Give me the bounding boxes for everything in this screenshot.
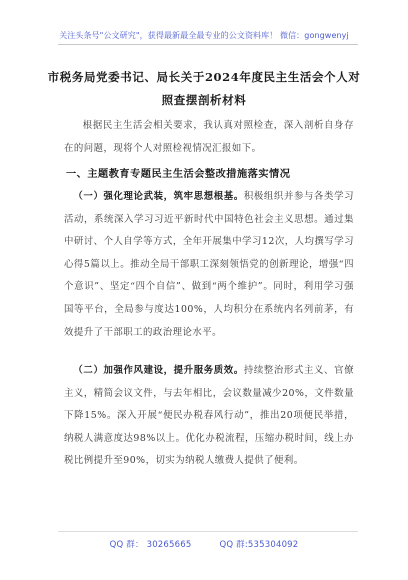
footer-divider: [58, 531, 358, 532]
header-divider: [58, 44, 358, 45]
item-1-body: 积极组织并参与各类学习活动，系统深入学习习近平新时代中国特色社会主义思想。通过集中研讨、个人自学等方式，全年开展集中学习12次，人均撰写学习心得5篇以上。推动全局干部职工深刻领悟党的创新理论，增强“四个意识”、坚定“四个自信”、做到“两个维护”。同时，利用学习强国等平台，全局参与度达100%，人均积分在系统内名列前茅，有效提升了干部职工的政治理论水平。: [64, 191, 354, 338]
item-2-body: 持续整治形式主义、官僚主义，精简会议文件，与去年相比，会议数量减少20%，文件数量下降15%。深入开展“便民办税春风行动”，推出20项便民举措，纳税人满意度达98%以上。优化办税流程，压缩办税时间，线上办税比例提升至90%，切实为纳税人缴费人提供了便利。: [64, 365, 354, 467]
document-title-line-1: 市税务局党委书记、局长关于2024年度民主生活会个人对: [47, 70, 361, 84]
document-title-line-2: 照查摆剖析材料: [161, 93, 247, 107]
item-2-paragraph: [64, 360, 354, 473]
footer: [0, 538, 408, 550]
item-1-paragraph: [64, 186, 354, 344]
intro-paragraph: 根据民主生活会相关要求，我认真对照检查，深入剖析自身存在的问题，现将个人对照检视情况汇报如下。: [64, 120, 354, 154]
item-2-heading: （二）加强作风建设，提升服务质效。: [73, 365, 244, 376]
item-1-heading: （一）强化理论武装，筑牢思想根基。: [73, 191, 244, 202]
footer-qq-right: QQ 群:535304092: [219, 540, 299, 550]
header-note: 关注头条号"公文研究"，获得最新最全最专业的公文资料库！ 微信：gongwenyj: [59, 31, 349, 40]
section-heading: 一、主题教育专题民主生活会整改措施落实情况: [66, 168, 291, 180]
footer-qq-left: QQ 群： 30265665: [109, 540, 192, 550]
